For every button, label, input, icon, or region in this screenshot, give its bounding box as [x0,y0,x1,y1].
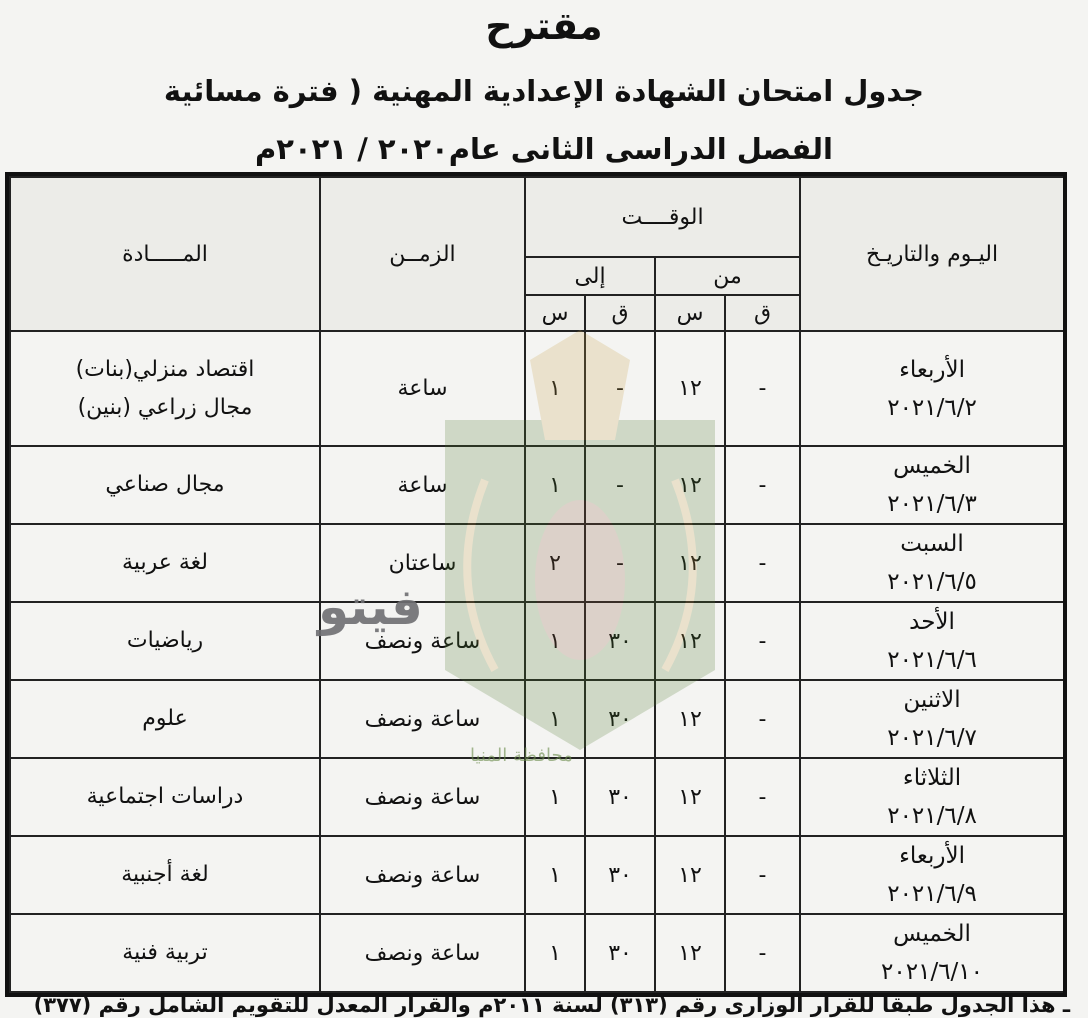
from-minutes-cell [725,524,800,602]
duration-cell [320,331,525,446]
to-minutes-cell [585,331,655,446]
schedule-row [10,331,1064,446]
day-date-cell [800,446,1064,524]
document-label: مقترح [485,4,603,48]
to-minutes: - [616,376,624,401]
to-hours: ٢ [549,550,561,576]
duration-cell [320,914,525,992]
watermark-logo: فيتو [318,578,423,636]
exam-date: ٢٠٢١/٦/٨ [887,803,977,829]
from-hours: ١٢ [678,550,702,576]
to-minutes: ٣٠ [608,784,632,810]
exam-date: ٢٠٢١/٦/٩ [887,881,977,907]
subject-cell [10,914,320,992]
from-minutes: - [758,706,767,732]
to-hours-cell [525,446,585,524]
from-hours-cell [655,524,725,602]
day-date-cell [800,524,1064,602]
from-minutes: - [758,940,767,966]
from-hours: ١٢ [678,472,702,498]
subject-name: مجال صناعي [105,472,225,497]
duration: ساعة [397,472,448,498]
from-hours: ١٢ [678,376,702,401]
duration-cell [320,602,525,680]
schedule-row [10,680,1064,758]
to-hours: ١ [549,376,561,401]
header-to-hours: س [525,295,585,331]
schedule-row [10,758,1064,836]
to-hours-cell [525,836,585,914]
day-date-cell [800,758,1064,836]
schedule-row [10,836,1064,914]
day-name: الاثنين [903,687,961,713]
subject-name: لغة عربية [122,550,208,575]
subject-name: دراسات اجتماعية [86,784,244,809]
from-minutes-cell [725,446,800,524]
subject-name: رياضيات [126,628,204,653]
exam-date: ٢٠٢١/٦/٣ [887,491,977,517]
subject-cell [10,680,320,758]
exam-date: ٢٠٢١/٦/٦ [887,647,977,673]
duration-cell [320,836,525,914]
schedule-row [10,602,1064,680]
day-name: الثلاثاء [902,765,962,791]
day-date-cell [800,602,1064,680]
schedule-row [10,914,1064,992]
header-from-hours: س [655,295,725,331]
to-hours: ١ [549,862,561,888]
exam-schedule-table [5,172,1067,997]
duration: ساعة ونصف [364,784,481,810]
header-day-date: اليـوم والتاريـخ [800,177,1064,331]
duration-cell [320,758,525,836]
subject-cell [10,331,320,446]
subject-cell [10,758,320,836]
from-minutes-cell [725,331,800,446]
from-hours: ١٢ [678,706,702,732]
day-date-cell [800,331,1064,446]
to-hours: ١ [549,940,561,966]
day-name: الخميس [893,921,971,947]
header-from-minutes: ق [725,295,800,331]
duration: ساعة ونصف [364,940,481,966]
day-date-cell [800,680,1064,758]
to-hours: ١ [549,472,561,498]
from-minutes: - [758,784,767,810]
to-minutes-cell [585,758,655,836]
exam-date: ٢٠٢١/٦/٥ [887,569,977,595]
from-hours-cell [655,914,725,992]
duration: ساعة ونصف [364,862,481,888]
day-name: الأربعاء [899,356,965,383]
footnote: ـ هذا الجدول طبقا للقرار الوزارى رقم (٣١٣) لسنة ٢٠١١م والقرار المعدل للتقويم الشامل رقم (٣٧٧) [33,993,1070,1017]
to-hours: ١ [549,628,561,654]
to-minutes-cell [585,914,655,992]
schedule-row [10,524,1064,602]
from-minutes-cell [725,758,800,836]
from-hours-cell [655,446,725,524]
header-to-minutes: ق [585,295,655,331]
day-name: الأحد [909,609,955,635]
from-hours-cell [655,758,725,836]
to-minutes: ٣٠ [608,862,632,888]
document-title: جدول امتحان الشهادة الإعدادية المهنية ( فترة مسائية [163,74,925,108]
to-hours-cell [525,602,585,680]
to-minutes: - [616,472,624,498]
to-hours: ١ [549,784,561,810]
duration-cell [320,680,525,758]
header-to: إلى [525,257,655,295]
duration: ساعة [397,376,448,401]
duration-cell [320,524,525,602]
from-minutes-cell [725,680,800,758]
from-minutes: - [758,862,767,888]
from-hours: ١٢ [678,628,702,654]
to-minutes-cell [585,836,655,914]
header-time: الوقــــت [525,177,800,257]
to-hours-cell [525,758,585,836]
exam-date: ٢٠٢١/٦/٧ [887,725,977,751]
from-minutes: - [758,628,767,654]
to-minutes: ٣٠ [608,628,632,654]
to-hours-cell [525,331,585,446]
day-date-cell [800,914,1064,992]
to-hours-cell [525,914,585,992]
document-subtitle: الفصل الدراسى الثانى عام٢٠٢٠ / ٢٠٢١م [255,132,833,166]
subject-name: اقتصاد منزلي(بنات) [75,356,255,382]
from-minutes: - [758,472,767,498]
header-from: من [655,257,800,295]
day-name: الخميس [893,453,971,479]
header-subject: المـــــادة [10,177,320,331]
subject-cell [10,446,320,524]
subject-name: لغة أجنبية [121,862,209,887]
from-hours-cell [655,836,725,914]
header-duration: الزمــن [320,177,525,331]
exam-date: ٢٠٢١/٦/٢ [887,394,977,421]
from-minutes-cell [725,914,800,992]
schedule-row [10,446,1064,524]
exam-date: ٢٠٢١/٦/١٠ [881,959,984,985]
to-hours-cell [525,524,585,602]
subject-name: تربية فنية [122,940,208,965]
from-minutes-cell [725,602,800,680]
to-minutes: ٣٠ [608,706,632,732]
duration: ساعة ونصف [364,628,481,654]
subject-cell [10,524,320,602]
subject-name: علوم [142,706,188,731]
from-minutes: - [758,550,767,576]
to-minutes: - [616,550,624,576]
watermark-label: محافظة المنيا [470,745,573,766]
from-hours: ١٢ [678,862,702,888]
from-hours: ١٢ [678,784,702,810]
day-name: السبت [900,531,964,557]
duration: ساعتان [388,550,457,576]
duration-cell [320,446,525,524]
from-hours-cell [655,331,725,446]
to-minutes-cell [585,524,655,602]
duration: ساعة ونصف [364,706,481,732]
to-minutes: ٣٠ [608,940,632,966]
to-minutes-cell [585,602,655,680]
subject-cell [10,836,320,914]
day-name: الأربعاء [899,843,965,869]
subject-cell [10,602,320,680]
to-minutes-cell [585,446,655,524]
subject-name-secondary: مجال زراعي (بنين) [77,394,253,420]
day-date-cell [800,836,1064,914]
from-minutes: - [758,376,767,401]
from-hours-cell [655,680,725,758]
to-minutes-cell [585,680,655,758]
from-minutes-cell [725,836,800,914]
from-hours-cell [655,602,725,680]
from-hours: ١٢ [678,940,702,966]
to-hours: ١ [549,706,561,732]
to-hours-cell [525,680,585,758]
